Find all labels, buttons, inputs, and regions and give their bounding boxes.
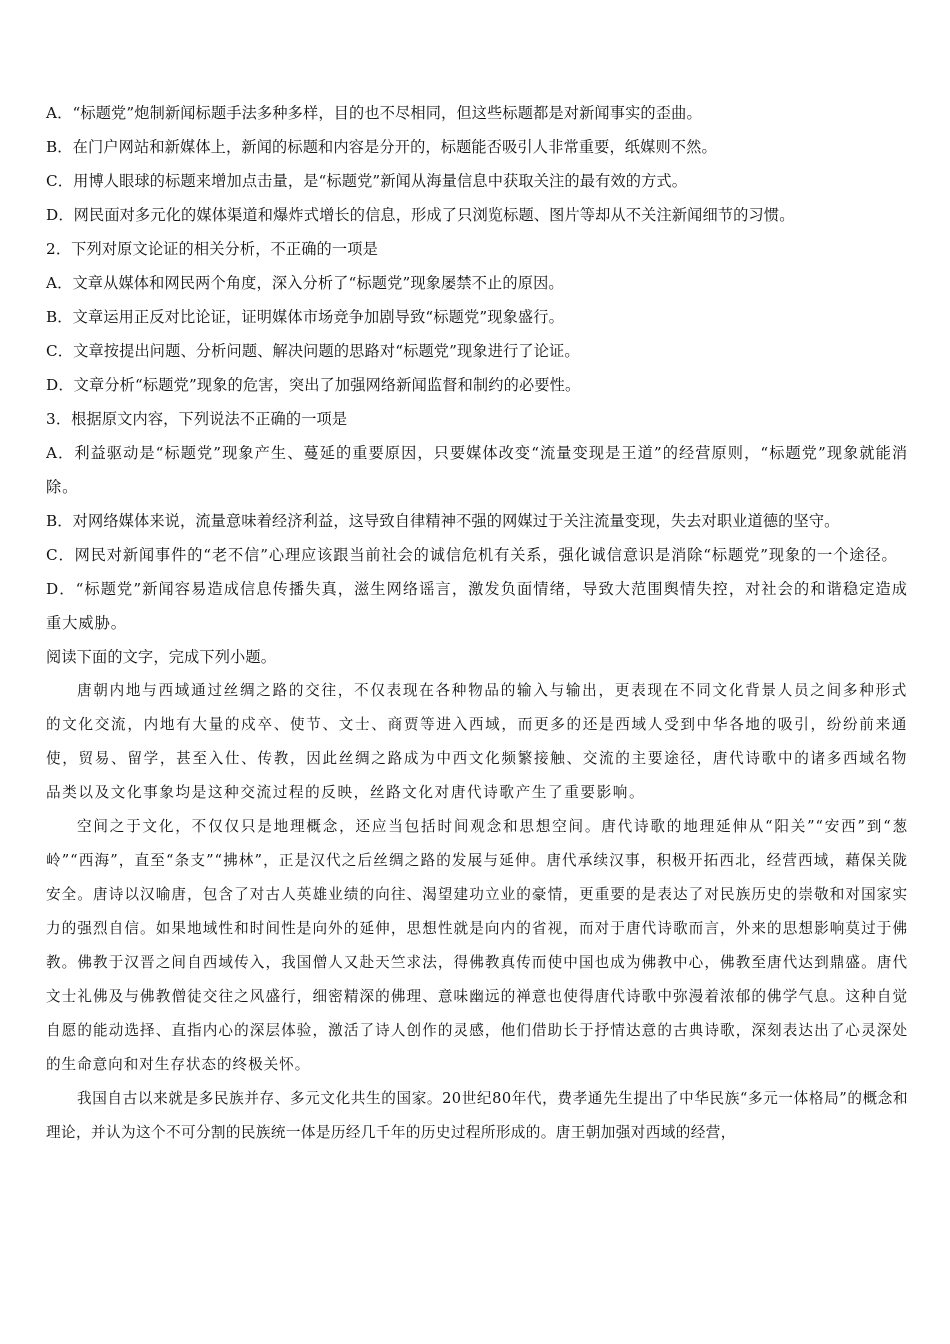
q3-option-a: A．利益驱动是“标题党”现象产生、蔓延的重要原因，只要媒体改变“流量变现是王道”的经营原则，“标题党”现象就能消除。	[46, 444, 908, 496]
reading-instruction: 阅读下面的文字，完成下列小题。	[46, 648, 277, 666]
q1-option-b: B．在门户网站和新媒体上，新闻的标题和内容是分开的，标题能否吸引人非常重要，纸媒则不然。	[46, 138, 717, 156]
q1-option-c: C．用博人眼球的标题来增加点击量，是“标题党”新闻从海量信息中获取关注的最有效的方式。	[46, 172, 688, 190]
q1-option-d: D．网民面对多元化的媒体渠道和爆炸式增长的信息，形成了只浏览标题、图片等却从不关注新闻细节的习惯。	[46, 206, 795, 224]
q2-option-c: C．文章按提出问题、分析问题、解决问题的思路对“标题党”现象进行了论证。	[46, 342, 580, 360]
q3-option-c: C．网民对新闻事件的“老不信”心理应该跟当前社会的诚信危机有关系，强化诚信意识是消除“标题党”现象的一个途径。	[46, 546, 898, 564]
q2-option-d: D．文章分析“标题党”现象的危害，突出了加强网络新闻监督和制约的必要性。	[46, 376, 581, 394]
q3-option-d: D．“标题党”新闻容易造成信息传播失真，滋生网络谣言，激发负面情绪，导致大范围舆情失控，对社会的和谐稳定造成重大威胁。	[46, 580, 908, 632]
q2-option-a: A．文章从媒体和网民两个角度，深入分析了“标题党”现象屡禁不止的原因。	[46, 274, 564, 292]
reading-passage	[46, 674, 908, 1150]
q1-option-a: A．“标题党”炮制新闻标题手法多种多样，目的也不尽相同，但这些标题都是对新闻事实的歪曲。	[46, 104, 702, 122]
passage-paragraph-2: 空间之于文化，不仅仅只是地理概念，还应当包括时间观念和思想空间。唐代诗歌的地理延伸从“阳关”“安西”到“葱岭”“西海”，直至“条支”“拂林”，正是汉代之后丝绸之路的发展与延伸。唐代承续汉事，积极开拓西北，经营西域，藉保关陇安全。唐诗以汉喻唐，包含了对古人英雄业绩的向往、渴望建功立业的豪情，更重要的是表达了对民族历史的崇敬和对国家实力的强烈自信。如果地域性和时间性是向外的延伸，思想性就是向内的省视，而对于唐代诗歌而言，外来的思想影响莫过于佛教。佛教于汉晋之间自西域传入，我国僧人又赴天竺求法，得佛教真传而使中国也成为佛教中心，佛教至唐代达到鼎盛。唐代文士礼佛及与佛教僧徒交往之风盛行，细密精深的佛理、意味幽远的禅意也使得唐代诗歌中弥漫着浓郁的佛学气息。这种自觉自愿的能动选择、直指内心的深层体验，激活了诗人创作的灵感，他们借助长于抒情达意的古典诗歌，深刻表达出了心灵深处的生命意向和对生存状态的终极关怀。	[46, 818, 908, 1073]
passage-paragraph-3: 我国自古以来就是多民族并存、多元文化共生的国家。20世纪80年代，费孝通先生提出了中华民族“多元一体格局”的概念和理论，并认为这个不可分割的民族统一体是历经几千年的历史过程所形成的。唐王朝加强对西域的经营，	[46, 1090, 908, 1141]
exam-page	[46, 96, 908, 1150]
q2-option-b: B．文章运用正反对比论证，证明媒体市场竞争加剧导致“标题党”现象盛行。	[46, 308, 564, 326]
q2-stem: 2．下列对原文论证的相关分析，不正确的一项是	[46, 240, 378, 258]
q3-stem: 3．根据原文内容，下列说法不正确的一项是	[46, 410, 348, 428]
passage-paragraph-1: 唐朝内地与西域通过丝绸之路的交往，不仅表现在各种物品的输入与输出，更表现在不同文化背景人员之间多种形式的文化交流，内地有大量的戍卒、使节、文士、商贾等进入西域，而更多的还是西域人受到中华各地的吸引，纷纷前来通使，贸易、留学，甚至入仕、传教，因此丝绸之路成为中西文化频繁接触、交流的主要途径，唐代诗歌中的诸多西域名物品类以及文化事象均是这种交流过程的反映，丝路文化对唐代诗歌产生了重要影响。	[46, 682, 908, 801]
q3-option-b: B．对网络媒体来说，流量意味着经济利益，这导致自律精神不强的网媒过于关注流量变现，失去对职业道德的坚守。	[46, 512, 840, 530]
